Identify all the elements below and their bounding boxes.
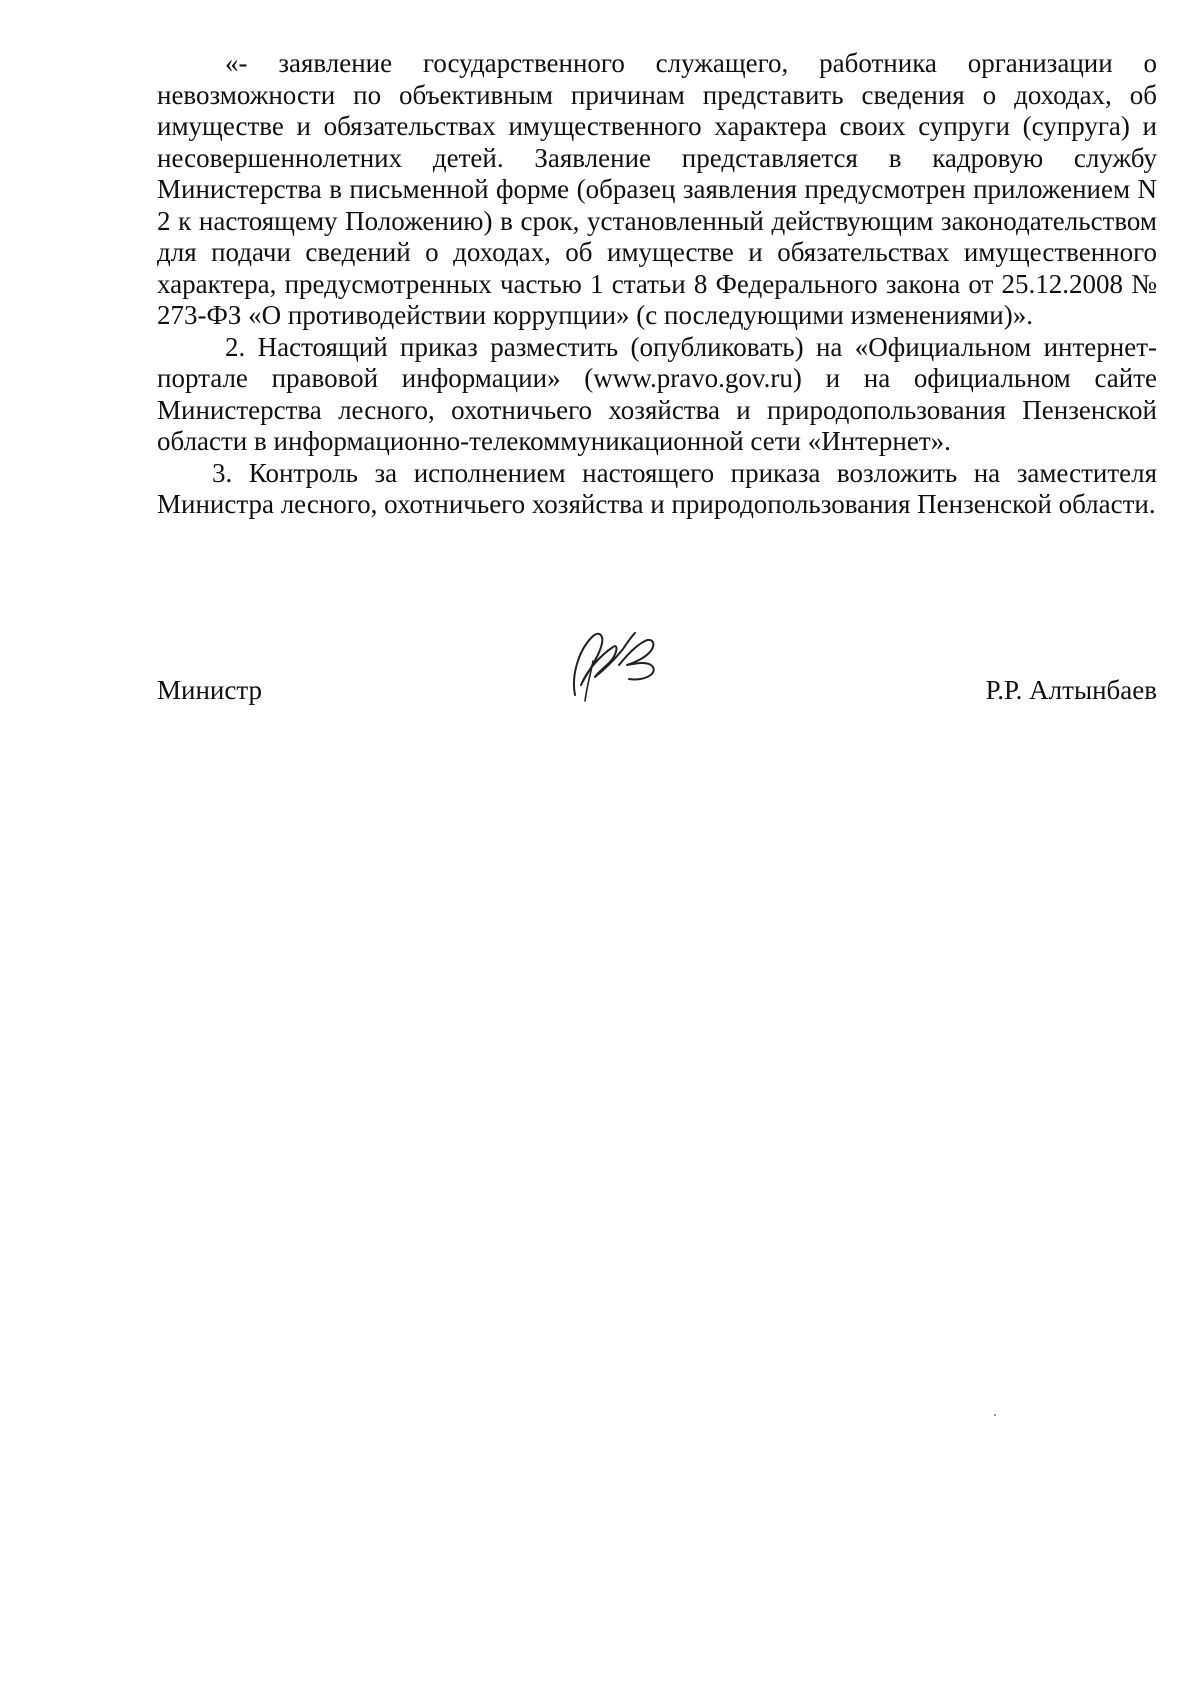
paragraph-publication: 2. Настоящий приказ разместить (опубликовать) на «Официальном интернет-портале правовой информации» (www.pravo.gov.ru) и на официальном сайте Министерства лесного, охотничьего хозяйства и природопользования Пензенской области в информационно-телекоммуникационной сети «Интернет». — [157, 331, 1157, 456]
signature-block — [157, 625, 1157, 725]
paragraph-control: 3. Контроль за исполнением настоящего приказа возложить на заместителя Министра лесного, охотничьего хозяйства и природопользования Пензенской области. — [157, 457, 1157, 519]
signatory-name: Р.Р. Алтынбаев — [985, 675, 1157, 705]
handwritten-signature — [557, 625, 667, 705]
document-body — [157, 48, 1157, 521]
signatory-role: Министр — [157, 675, 262, 705]
scan-speck — [994, 1414, 996, 1416]
paragraph-amendment-text: «- заявление государственного служащего, работника организации о невозможности по объективным причинам представить сведения о доходах, об имуществе и обязательствах имущественного характера своих супруги (супруга) и несовершеннолетних детей. Заявление представляется в кадровую службу Министерства в письменной форме (образец заявления предусмотрен приложением N 2 к настоящему Положению) в срок, установленный действующим законодательством для подачи сведений о доходах, об имуществе и обязательствах имущественного характера, предусмотренных частью 1 статьи 8 Федерального закона от 25.12.2008 № 273-ФЗ «О противодействии коррупции» (с последующими изменениями)». — [157, 48, 1157, 330]
